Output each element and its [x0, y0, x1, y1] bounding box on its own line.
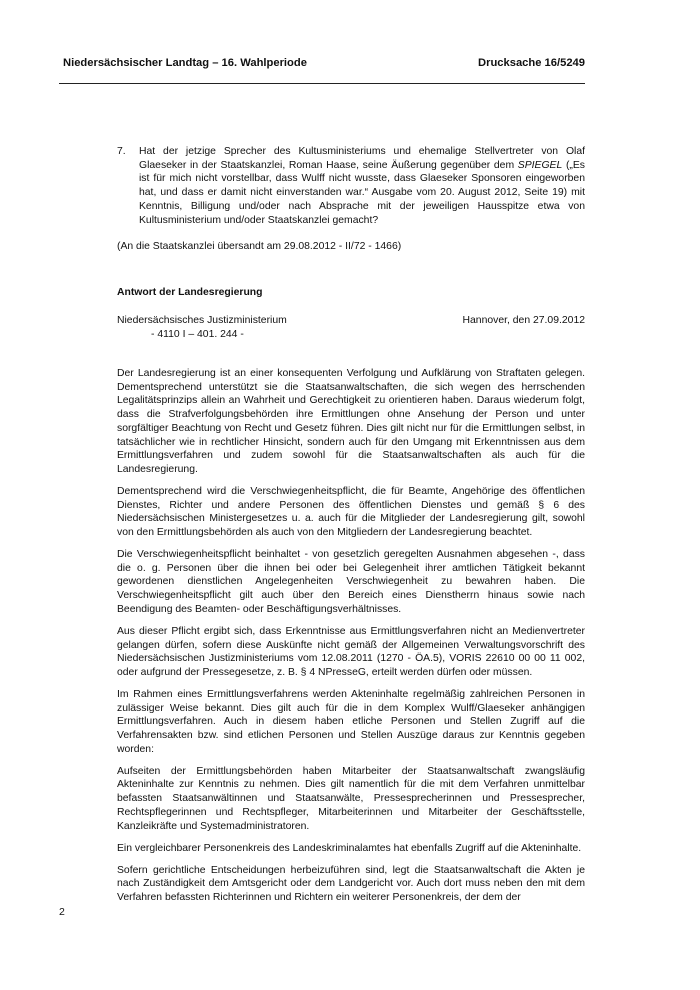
paragraph: Im Rahmen eines Ermittlungsverfahrens werden Akteninhalte regelmäßig zahlreichen Personen in zulässiger Weise bekannt. Dies gilt auch für die in dem Komplex Wulff/Glaeseker anhängigen Ermittlungsverfahren. Auch in diesem haben etliche Personen und Stellen Zugriff auf die Verfahrensakten bzw. sind etlichen Personen und Stellen Auszüge daraus zur Kenntnis gegeben worden: — [117, 688, 585, 755]
question-number: 7. — [117, 146, 126, 157]
question-7 — [117, 145, 585, 227]
answer-heading: Antwort der Landesregierung — [117, 287, 263, 298]
header-parliament: Niedersächsischer Landtag – 16. Wahlperiode — [63, 57, 307, 69]
question-text — [139, 145, 585, 227]
question-text-before: Hat der jetzige Sprecher des Kultusministeriums und ehemalige Stellvertreter von Olaf Glaeseker in der Staatskanzlei, Roman Haase, seine Äußerung gegenüber dem — [139, 146, 585, 171]
ministry-reference: - 4110 I – 401. 244 - — [151, 329, 244, 340]
paragraph: Sofern gerichtliche Entscheidungen herbeizuführen sind, legt die Staatsanwaltschaft die Akten je nach Zuständigkeit dem Amtsgericht oder dem Landgericht vor. Auch dort muss neben den mit dem Verfahren befassten Richterinnen und Richtern ein weiterer Personenkreis, der dem der — [117, 864, 585, 903]
paragraph: Aus dieser Pflicht ergibt sich, dass Erkenntnisse aus Ermittlungsverfahren nicht an Medienvertreter gelangen dürfen, sofern diese Auskünfte nicht gemäß der Allgemeinen Verwaltungsvorschrift des Niedersächsischen Justizministeriums vom 12.08.2011 (1270 - ÖA.5), VORIS 22610 00 00 11 002, oder aufgrund der Pressegesetze, z. B. § 4 NPresseG, erteilt werden dürfen oder müssen. — [117, 625, 585, 678]
sent-note: (An die Staatskanzlei übersandt am 29.08.2012 - II/72 - 1466) — [117, 241, 402, 252]
paragraph: Der Landesregierung ist an einer konsequenten Verfolgung und Aufklärung von Straftaten gelegen. Dementsprechend unterstützt sie die Staatsanwaltschaften, die sich wegen des herrschenden Legalitätsprinzips allein an Wahrheit und Gerechtigkeit zu orientieren haben. Daraus wiederum folgt, dass die Strafverfolgungsbehörden ihre Ermittlungen ohne Ansehung der Person und unter sorgfältiger Beachtung von Recht und Gesetz führen. Dies gilt nicht nur für die Ermittlungen selbst, in tatsächlicher wie in rechtlicher Hinsicht, sondern auch für den Umgang mit Erkenntnissen aus dem Ermittlungsverfahren und zudem sowohl für die Staatsanwaltschaften als auch für die Landesregierung. — [117, 368, 585, 475]
paragraph: Die Verschwiegenheitspflicht beinhaltet - von gesetzlich geregelten Ausnahmen abgesehen -, dass die o. g. Personen über die ihnen bei oder bei Gelegenheit ihrer amtlichen Tätigkeit bekannt gewordenen dienstlichen Angelegenheiten Verschwiegenheit zu bewahren haben. Die Verschwiegenheitspflicht gilt auch über den Bereich eines Dienstherrn hinaus sowie nach Beendigung des Beamten- oder Beschäftigungsverhältnisses. — [117, 549, 585, 615]
magazine-name: SPIEGEL — [517, 159, 563, 171]
header-document-number: Drucksache 16/5249 — [478, 57, 585, 69]
ministry-name: Niedersächsisches Justizministerium — [117, 315, 287, 326]
paragraph: Aufseiten der Ermittlungsbehörden haben Mitarbeiter der Staatsanwaltschaft zwangsläufig Akteninhalte zur Kenntnis zu nehmen. Dies gilt namentlich für die mit dem Verfahren unmittelbar befassten Staatsanwältinnen und Staatsanwälte, Pressesprecherinnen und Pressesprecher, Rechtspflegerinnen und Rechtspfleger, Mitarbeiterinnen und Mitarbeiter der Geschäftsstelle, Kanzleikräfte und Systemadministratoren. — [117, 765, 585, 832]
paragraph: Ein vergleichbarer Personenkreis des Landeskriminalamtes hat ebenfalls Zugriff auf die Akteninhalte. — [117, 842, 582, 854]
answer-body — [117, 367, 585, 913]
paragraph: Dementsprechend wird die Verschwiegenheitspflicht, die für Beamte, Angehörige des öffentlichen Dienstes, Richter und andere Personen des öffentlichen Dienstes und gemäß § 6 des Niedersächsischen Ministergesetzes u. a. auch für die Mitglieder der Landesregierung gilt, sowohl von den Ermittlungsbehörden als auch von den Mitgliedern der Landesregierung beachtet. — [117, 485, 585, 539]
question-text-after: („Es ist für mich nicht vorstellbar, dass Wulff nicht wusste, dass Glaeseker Sponsoren eingeworben hat, und dass er damit nicht einverstanden war.“ Ausgabe vom 20. August 2012, Seite 19) mit Kenntnis, Billigung und/oder nach Absprache mit der jeweiligen Hausspitze etwa von Kultusministerium und/oder Staatskanzlei gemacht? — [139, 159, 585, 226]
answer-date: Hannover, den 27.09.2012 — [462, 315, 585, 326]
header-divider — [59, 83, 585, 84]
page-number: 2 — [59, 906, 65, 918]
